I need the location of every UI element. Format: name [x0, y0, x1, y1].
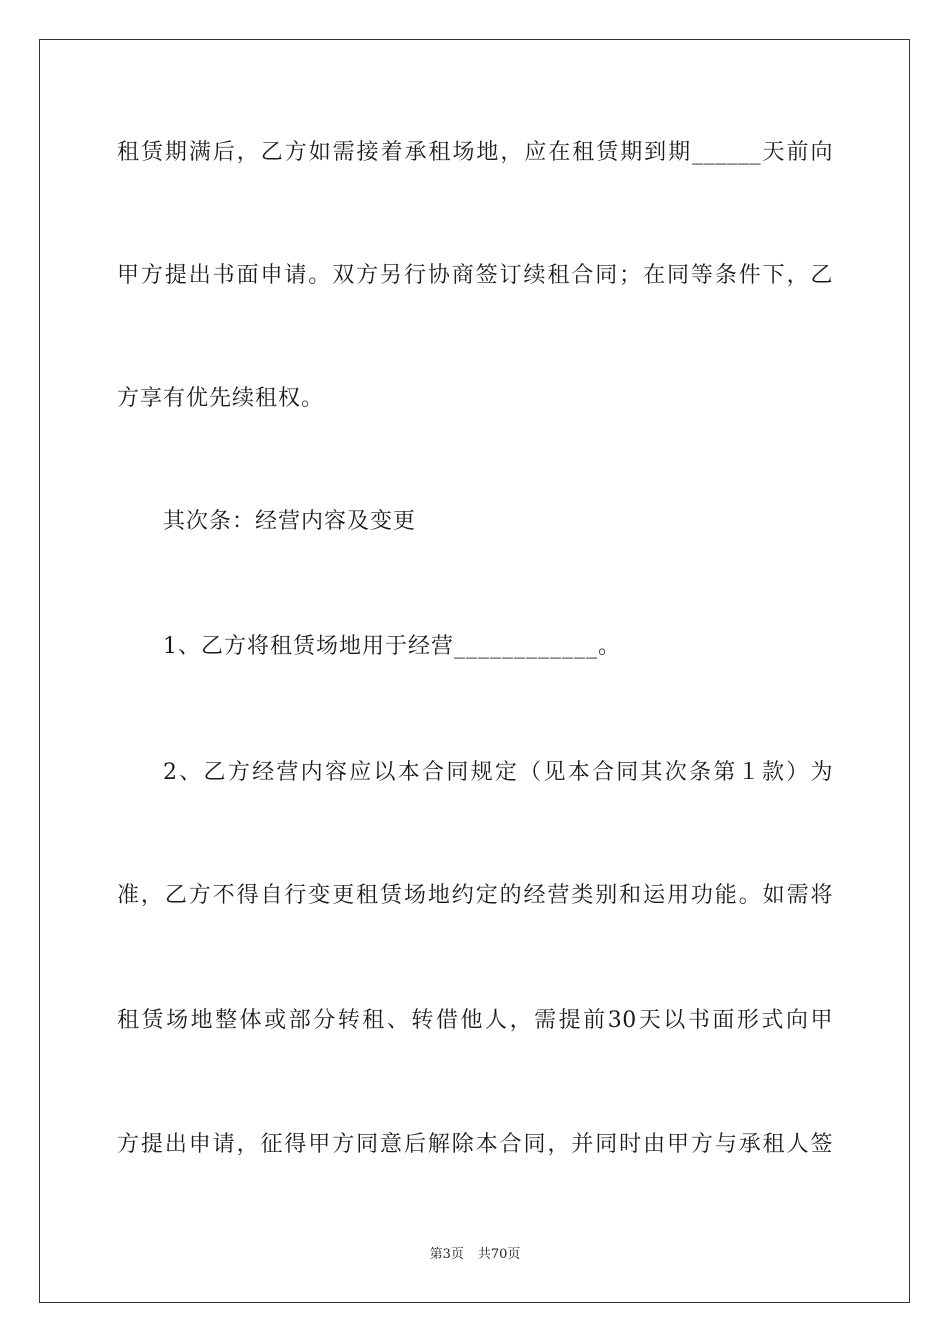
- page-number: 第3页: [429, 1247, 464, 1262]
- page-footer: [0, 1246, 950, 1264]
- page-total: 共70页: [477, 1247, 521, 1262]
- page-border: [39, 39, 910, 1303]
- clause-1: 1、乙方将租赁场地用于经营____________。: [163, 634, 621, 659]
- clause-2-line-4: 方提出申请，征得甲方同意后解除本合同，并同时由甲方与承租人签: [117, 1132, 833, 1157]
- section-heading: 其次条：经营内容及变更: [163, 509, 417, 534]
- body-line-1: 租赁期满后，乙方如需接着承租场地，应在租赁期到期______天前向: [117, 140, 833, 165]
- clause-2-line-3: 租赁场地整体或部分转租、转借他人，需提前30天以书面形式向甲: [117, 1008, 833, 1033]
- clause-2-line-2: 准，乙方不得自行变更租赁场地约定的经营类别和运用功能。如需将: [117, 883, 833, 908]
- clause-2-line-1: 2、乙方经营内容应以本合同规定（见本合同其次条第１款）为: [163, 760, 833, 785]
- body-line-2: 甲方提出书面申请。双方另行协商签订续租合同；在同等条件下，乙: [117, 263, 833, 288]
- body-line-3: 方享有优先续租权。: [117, 386, 325, 411]
